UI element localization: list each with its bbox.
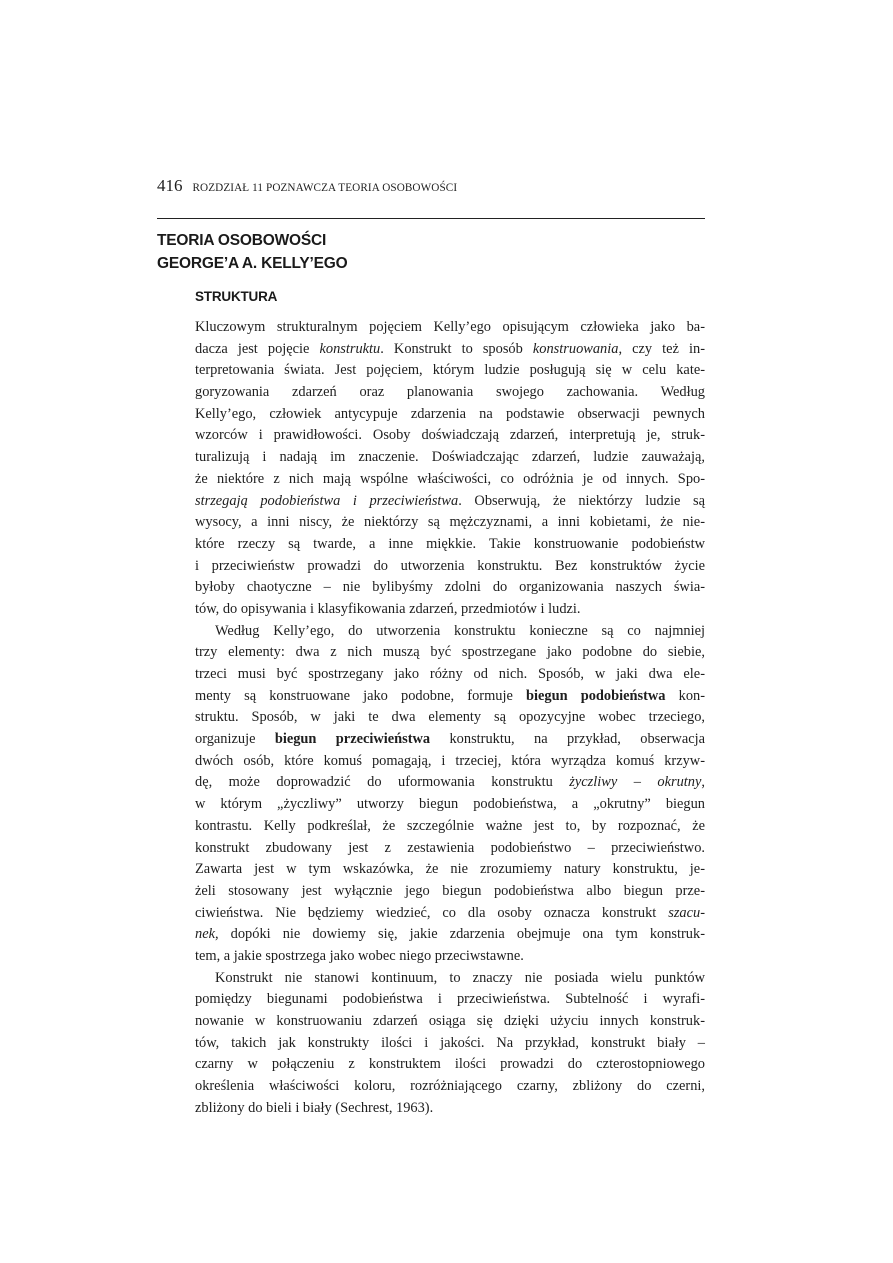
text-line <box>195 339 705 361</box>
running-title: ROZDZIAŁ 11 POZNAWCZA TEORIA OSOBOWOŚCI <box>192 182 458 194</box>
text-line <box>195 664 705 686</box>
text-line <box>195 1098 705 1120</box>
text-run: i przeciwieństw prowadzi do utworzenia konstruktu. Bez konstruktów życie <box>195 557 705 574</box>
text-line <box>195 469 705 491</box>
chapter-title <box>157 229 347 275</box>
text-run: struktu. Sposób, w jaki te dwa elementy są opozycyjne wobec trzeciego, <box>195 709 705 726</box>
text-run: menty są konstruowane jako podobne, formuje <box>195 687 526 704</box>
paragraph <box>195 621 705 968</box>
chapter-title-line-1: TEORIA OSOBOWOŚCI <box>157 232 327 249</box>
text-run: . Obserwują, że niektórzy ludzie są <box>458 492 705 509</box>
text-line <box>195 1054 705 1076</box>
text-run: określenia właściwości koloru, rozróżniającego czarny, zbliżony do czerni, <box>195 1078 705 1095</box>
text-line <box>195 1076 705 1098</box>
text-line <box>195 556 705 578</box>
text-run: . Konstrukt to sposób <box>380 340 533 357</box>
text-line <box>195 729 705 751</box>
text-run: pomiędzy biegunami podobieństwa i przeciwieństwa. Subtelność i wyrafi- <box>195 991 705 1008</box>
text-line <box>195 317 705 339</box>
text-line <box>195 621 705 643</box>
text-line <box>195 751 705 773</box>
text-line <box>195 903 705 925</box>
text-run: terpretowania świata. Jest pojęciem, którym ludzie posługują się w celu kate- <box>195 362 705 379</box>
text-line <box>195 968 705 990</box>
bold-term: biegun przeciwieństwa <box>274 731 431 748</box>
text-line <box>195 577 705 599</box>
text-run: wysocy, a inni niscy, że niektórzy są mężczyznami, a inni kobietami, że nie- <box>195 514 705 531</box>
text-line <box>195 491 705 513</box>
text-line <box>195 382 705 404</box>
text-line <box>195 360 705 382</box>
text-run: że niektóre z nich mają wspólne właściwości, co odróżnia je od innych. Spo- <box>195 470 705 487</box>
text-run: konstrukt zbudowany jest z zestawienia podobieństwo – przeciwieństwo. <box>195 839 705 856</box>
bold-term: biegun podobieństwa <box>525 687 666 704</box>
body-text <box>195 317 705 1119</box>
text-line <box>195 686 705 708</box>
text-run: tów, takich jak konstrukty ilości i jakości. Na przykład, konstrukt biały – <box>195 1034 705 1051</box>
text-run: trzeci musi być spostrzegany jako różny od nich. Sposób, w jaki dwa ele- <box>195 666 705 682</box>
text-run: które rzeczy są twarde, a inne miękkie. Takie konstruowanie podobieństw <box>195 535 705 552</box>
text-run: organizuje <box>195 731 275 748</box>
text-line <box>195 794 705 816</box>
paragraph <box>195 968 705 1120</box>
text-run: , dopóki nie dowiemy się, jakie zdarzenia obejmuje ona tym konstruk- <box>214 926 705 943</box>
text-run: tów, do opisywania i klasyfikowania zdarzeń, przedmiotów i ludzi. <box>195 600 581 617</box>
text-line <box>195 404 705 426</box>
italic-term: strzegają podobieństwa i przeciwieństwa <box>195 492 459 509</box>
text-run: byłoby chaotyczne – nie bylibyśmy zdolni do organizowania naszych świa- <box>195 579 705 596</box>
text-line <box>195 924 705 946</box>
chapter-title-line-2: GEORGE’A A. KELLY’EGO <box>157 255 348 272</box>
text-run: kontrastu. Kelly podkreślał, że szczególnie ważne jest to, by rozpoznać, że <box>195 817 705 834</box>
page-number: 416 <box>157 176 183 195</box>
text-run: konstruktu, na przykład, obserwacja <box>430 731 705 748</box>
running-head <box>157 176 457 196</box>
text-run: wzorców i prawidłowości. Osoby doświadczają zdarzeń, interpretują je, struk- <box>195 427 705 444</box>
text-run: w którym „życzliwy” utworzy biegun podobieństwa, a „okrutny” biegun <box>195 796 705 813</box>
text-run: Konstrukt nie stanowi kontinuum, to znaczy nie posiada wielu punktów <box>215 969 705 986</box>
paragraph <box>195 317 705 621</box>
text-line <box>195 838 705 860</box>
text-run: goryzowania zdarzeń oraz planowania swojego zachowania. Według <box>195 384 705 401</box>
text-line <box>195 772 705 794</box>
text-line <box>195 816 705 838</box>
text-run: Kluczowym strukturalnym pojęciem Kelly’ego opisującym człowieka jako ba- <box>195 319 705 335</box>
text-run: zbliżony do bieli i biały (Sechrest, 1963). <box>195 1099 434 1116</box>
text-run: Zawarta jest w tym wskazówka, że nie zrozumiemy natury konstruktu, je- <box>195 861 705 878</box>
italic-term: nek <box>195 926 215 943</box>
text-run: dacza jest pojęcie <box>195 340 320 357</box>
text-run: nowanie w konstruowaniu zdarzeń osiąga się dzięki użyciu innych konstruk- <box>195 1013 705 1029</box>
text-line <box>195 946 705 968</box>
text-run: turalizują i nadają im znaczenie. Doświadczając zdarzeń, ludzie zauważają, <box>195 449 705 466</box>
italic-term: szacu- <box>668 904 705 921</box>
text-line <box>195 989 705 1011</box>
text-run: żeli stosowany jest wyłącznie jego biegun podobieństwa albo biegun prze- <box>195 882 705 899</box>
text-line <box>195 1033 705 1055</box>
text-run: kon- <box>665 687 705 704</box>
text-run: trzy elementy: dwa z nich muszą być spostrzegane jako podobne do siebie, <box>195 644 705 661</box>
italic-term: konstruowania <box>532 340 619 357</box>
text-line <box>195 599 705 621</box>
text-run: czarny w połączeniu z konstruktem ilości prowadzi do czterostopniowego <box>195 1056 705 1073</box>
text-line <box>195 534 705 556</box>
text-line <box>195 881 705 903</box>
text-run: ciwieństwa. Nie będziemy wiedzieć, co dla osoby oznacza konstrukt <box>195 904 669 921</box>
italic-term: życzliwy – okrutny <box>569 774 702 791</box>
text-run: , <box>701 774 705 791</box>
text-line <box>195 707 705 729</box>
text-run: tem, a jakie spostrzega jako wobec niego przeciwstawne. <box>195 947 524 964</box>
text-line <box>195 1011 705 1033</box>
text-line <box>195 859 705 881</box>
italic-term: konstruktu <box>319 340 381 357</box>
text-line <box>195 447 705 469</box>
text-run: Kelly’ego, człowiek antycypuje zdarzenia na podstawie obserwacji pewnych <box>195 405 705 422</box>
text-run: dwóch osób, które komuś pomagają, i trzeciej, która wyrządza komuś krzyw- <box>195 752 705 769</box>
text-line <box>195 512 705 534</box>
section-title: STRUKTURA <box>195 289 278 304</box>
text-run: , czy też in- <box>618 340 705 357</box>
text-line <box>195 642 705 664</box>
text-line <box>195 425 705 447</box>
header-rule <box>157 218 705 219</box>
text-run: Według Kelly’ego, do utworzenia konstruktu konieczne są co najmniej <box>215 622 705 639</box>
text-run: dę, może doprowadzić do uformowania konstruktu <box>195 774 570 791</box>
